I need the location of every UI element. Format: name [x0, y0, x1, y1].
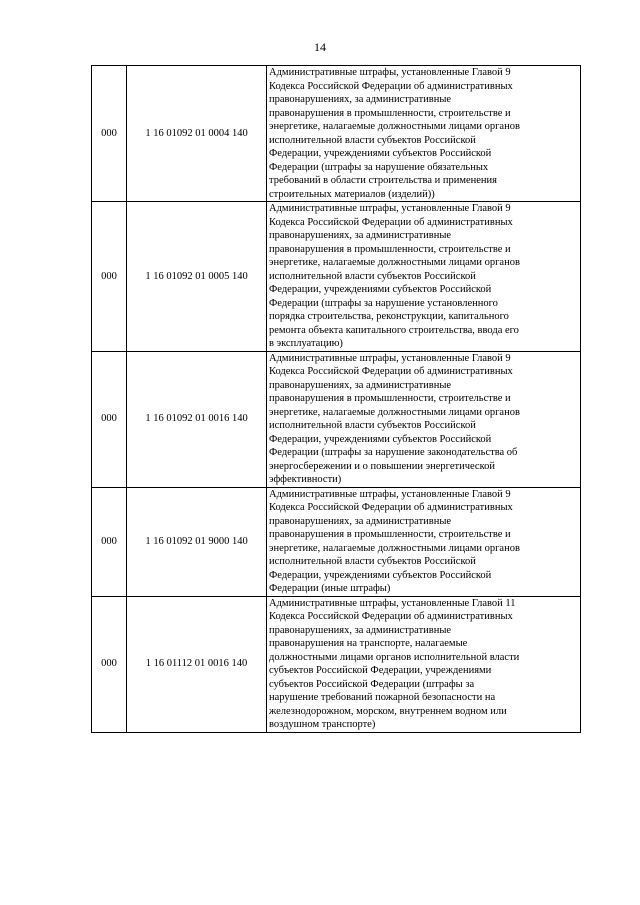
description-line: строительных материалов (изделий)) [269, 188, 435, 200]
description-line: правонарушения в промышленности, строительстве и [269, 529, 511, 540]
description-line: исполнительной власти субъектов Российской [269, 420, 476, 431]
description-line: Административные штрафы, установленные Главой 9 [269, 67, 511, 78]
budget-code-cell: 1 16 01092 01 0005 140 [127, 202, 267, 352]
description-line: Кодекса Российской Федерации об административных [269, 611, 513, 622]
description-line: энергетике, налагаемые должностными лицами органов [269, 542, 520, 554]
admin-code-cell: 000 [92, 66, 127, 202]
description-line: Кодекса Российской Федерации об административных [269, 366, 513, 377]
description-line: правонарушения на транспорте, налагаемые [269, 638, 468, 649]
description-line: исполнительной власти субъектов Российской [269, 134, 476, 146]
description-line: нарушение требований пожарной безопасности на [269, 692, 496, 703]
description-cell [267, 351, 581, 487]
admin-code-cell: 000 [92, 351, 127, 487]
description-line: Кодекса Российской Федерации об административных [269, 502, 513, 513]
description-line: энергосбережении и о повышении энергетической [269, 460, 496, 472]
description-line: правонарушения в промышленности, строительстве и [269, 393, 511, 404]
description-line: Кодекса Российской Федерации об административных [269, 80, 513, 92]
description-line: правонарушениях, за административные [269, 230, 452, 241]
description-line: Федерации (иные штрафы) [269, 583, 391, 594]
description-line: порядка строительства, реконструкции, капитального [269, 311, 509, 322]
budget-code-cell: 1 16 01112 01 0016 140 [127, 596, 267, 732]
budget-code-cell: 1 16 01092 01 9000 140 [127, 487, 267, 596]
table-row [92, 351, 581, 487]
table-body [92, 66, 581, 733]
description-line: энергетике, налагаемые должностными лицами органов [269, 257, 520, 268]
table-row [92, 202, 581, 352]
description-line: воздушном транспорте) [269, 719, 376, 730]
description-line: должностными лицами органов исполнительной власти [269, 651, 520, 663]
description-line: Федерации, учреждениями субъектов Российской [269, 433, 492, 445]
description-line: правонарушения в промышленности, строительстве и [269, 107, 511, 119]
budget-classification-table [91, 65, 581, 733]
description-line: Федерации, учреждениями субъектов Российской [269, 569, 492, 581]
description-line: ремонта объекта капитального строительства, ввода его [269, 324, 519, 336]
budget-code-cell: 1 16 01092 01 0016 140 [127, 351, 267, 487]
table-row [92, 66, 581, 202]
description-line: Административные штрафы, установленные Главой 11 [269, 597, 516, 609]
description-line: энергетике, налагаемые должностными лицами органов [269, 406, 520, 418]
description-line: правонарушениях, за административные [269, 515, 452, 527]
description-line: Административные штрафы, установленные Главой 9 [269, 352, 511, 364]
budget-code-cell: 1 16 01092 01 0004 140 [127, 66, 267, 202]
description-line: Административные штрафы, установленные Главой 9 [269, 488, 511, 500]
description-line: субъектов Российской Федерации (штрафы за [269, 678, 475, 690]
description-line: Административные штрафы, установленные Главой 9 [269, 203, 511, 214]
description-line: исполнительной власти субъектов Российской [269, 270, 476, 282]
description-line: правонарушениях, за административные [269, 624, 452, 636]
admin-code-cell: 000 [92, 487, 127, 596]
description-line: требований в области строительства и применения [269, 175, 498, 186]
description-cell [267, 202, 581, 352]
description-line: Федерации (штрафы за нарушение законодательства об [269, 447, 518, 458]
description-line: Федерации, учреждениями субъектов Российской [269, 148, 492, 159]
table-row [92, 596, 581, 732]
description-line: Кодекса Российской Федерации об административных [269, 216, 513, 228]
admin-code-cell: 000 [92, 596, 127, 732]
description-line: исполнительной власти субъектов Российской [269, 556, 476, 567]
description-line: субъектов Российской Федерации, учреждениями [269, 665, 492, 676]
description-line: железнодорожном, морском, внутреннем водном или [269, 705, 507, 717]
page-number: 14 [314, 40, 326, 54]
description-line: Федерации, учреждениями субъектов Российской [269, 284, 492, 295]
description-cell [267, 66, 581, 202]
description-line: эффективности) [269, 474, 342, 485]
description-cell [267, 596, 581, 732]
description-line: Федерации (штрафы за нарушение обязательных [269, 161, 489, 173]
admin-code-cell: 000 [92, 202, 127, 352]
description-line: правонарушения в промышленности, строительстве и [269, 243, 511, 255]
description-line: Федерации (штрафы за нарушение установленного [269, 297, 498, 309]
description-line: энергетике, налагаемые должностными лицами органов [269, 121, 520, 132]
description-line: правонарушениях, за административные [269, 379, 452, 391]
description-line: в эксплуатацию) [269, 338, 343, 349]
description-cell [267, 487, 581, 596]
table-row [92, 487, 581, 596]
description-line: правонарушениях, за административные [269, 94, 452, 105]
